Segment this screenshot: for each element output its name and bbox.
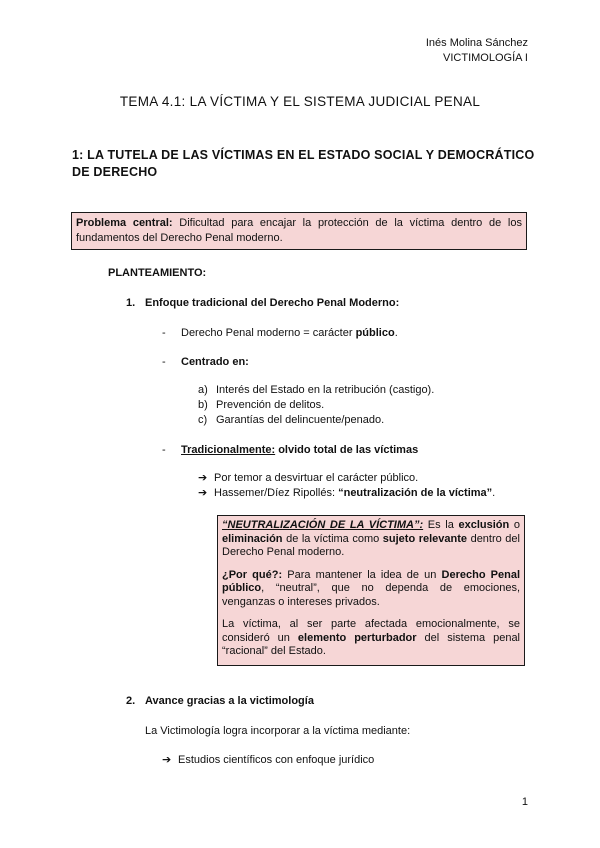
- problem-box: [71, 212, 527, 250]
- bullet-tradicionalmente: Tradicionalmente: olvido total de las víctimas: [181, 444, 419, 456]
- bullet-centrado: Centrado en:: [181, 356, 249, 368]
- sublist-marker: b): [198, 399, 208, 411]
- header-subject: VICTIMOLOGÍA I: [443, 52, 528, 64]
- arrow-item: ➔ Por temor a desvirtuar el carácter público.: [198, 472, 419, 484]
- item1-title: Enfoque tradicional del Derecho Penal Moderno:: [145, 297, 400, 309]
- arrow-item: ➔ Hassemer/Díez Ripollés: “neutralización de la víctima”.: [198, 487, 496, 499]
- arrow-icon: ➔: [198, 487, 208, 499]
- item2-number: 2.: [126, 695, 136, 707]
- bullet-publico: Derecho Penal moderno = carácter público.: [181, 327, 398, 339]
- sublist-item: Interés del Estado en la retribución (castigo).: [216, 384, 435, 396]
- document-title: TEMA 4.1: LA VÍCTIMA Y EL SISTEMA JUDICIAL PENAL: [119, 94, 481, 109]
- arrow-icon: ➔: [162, 754, 172, 766]
- header-author: Inés Molina Sánchez: [425, 37, 528, 49]
- problem-text: Dificultad para encajar la protección de la víctima dentro de los fundamentos del Derecho Penal moderno.: [76, 217, 522, 244]
- section-heading: 1: LA TUTELA DE LAS VÍCTIMAS EN EL ESTADO SOCIAL Y DEMOCRÁTICO DE DERECHO: [72, 148, 535, 179]
- neutralization-why: ¿Por qué?: Para mantener la idea de un Derecho Penal público, “neutral”, que no dependa de emociones, venganzas o intereses privados.: [222, 568, 520, 608]
- item2-title: Avance gracias a la victimología: [145, 695, 314, 707]
- bullet-dash: -: [162, 444, 166, 456]
- page-number: 1: [521, 796, 528, 808]
- problem-label: Problema central:: [76, 217, 173, 229]
- neutralization-box: [217, 515, 525, 666]
- arrow-item: ➔ Estudios científicos con enfoque jurídico: [162, 754, 375, 766]
- item2-intro: La Victimología logra incorporar a la víctima mediante:: [145, 725, 411, 737]
- item1-number: 1.: [126, 297, 136, 309]
- arrow-icon: ➔: [198, 472, 208, 484]
- bullet-dash: -: [162, 327, 166, 339]
- sublist-item: Prevención de delitos.: [216, 399, 325, 411]
- sublist-item: Garantías del delincuente/penado.: [216, 414, 385, 426]
- neutralization-victim: La víctima, al ser parte afectada emocionalmente, se consideró un elemento perturbador del sistema penal “racional” del Estado.: [222, 618, 521, 657]
- sublist-marker: c): [198, 414, 208, 426]
- neutralization-definition: “NEUTRALIZACIÓN DE LA VÍCTIMA”: Es la exclusión o eliminación de la víctima como sujeto relevante dentro del Derecho Penal moderno.: [222, 519, 520, 558]
- planteamiento-heading: PLANTEAMIENTO:: [108, 267, 207, 279]
- sublist-marker: a): [198, 384, 208, 396]
- bullet-dash: -: [162, 356, 166, 368]
